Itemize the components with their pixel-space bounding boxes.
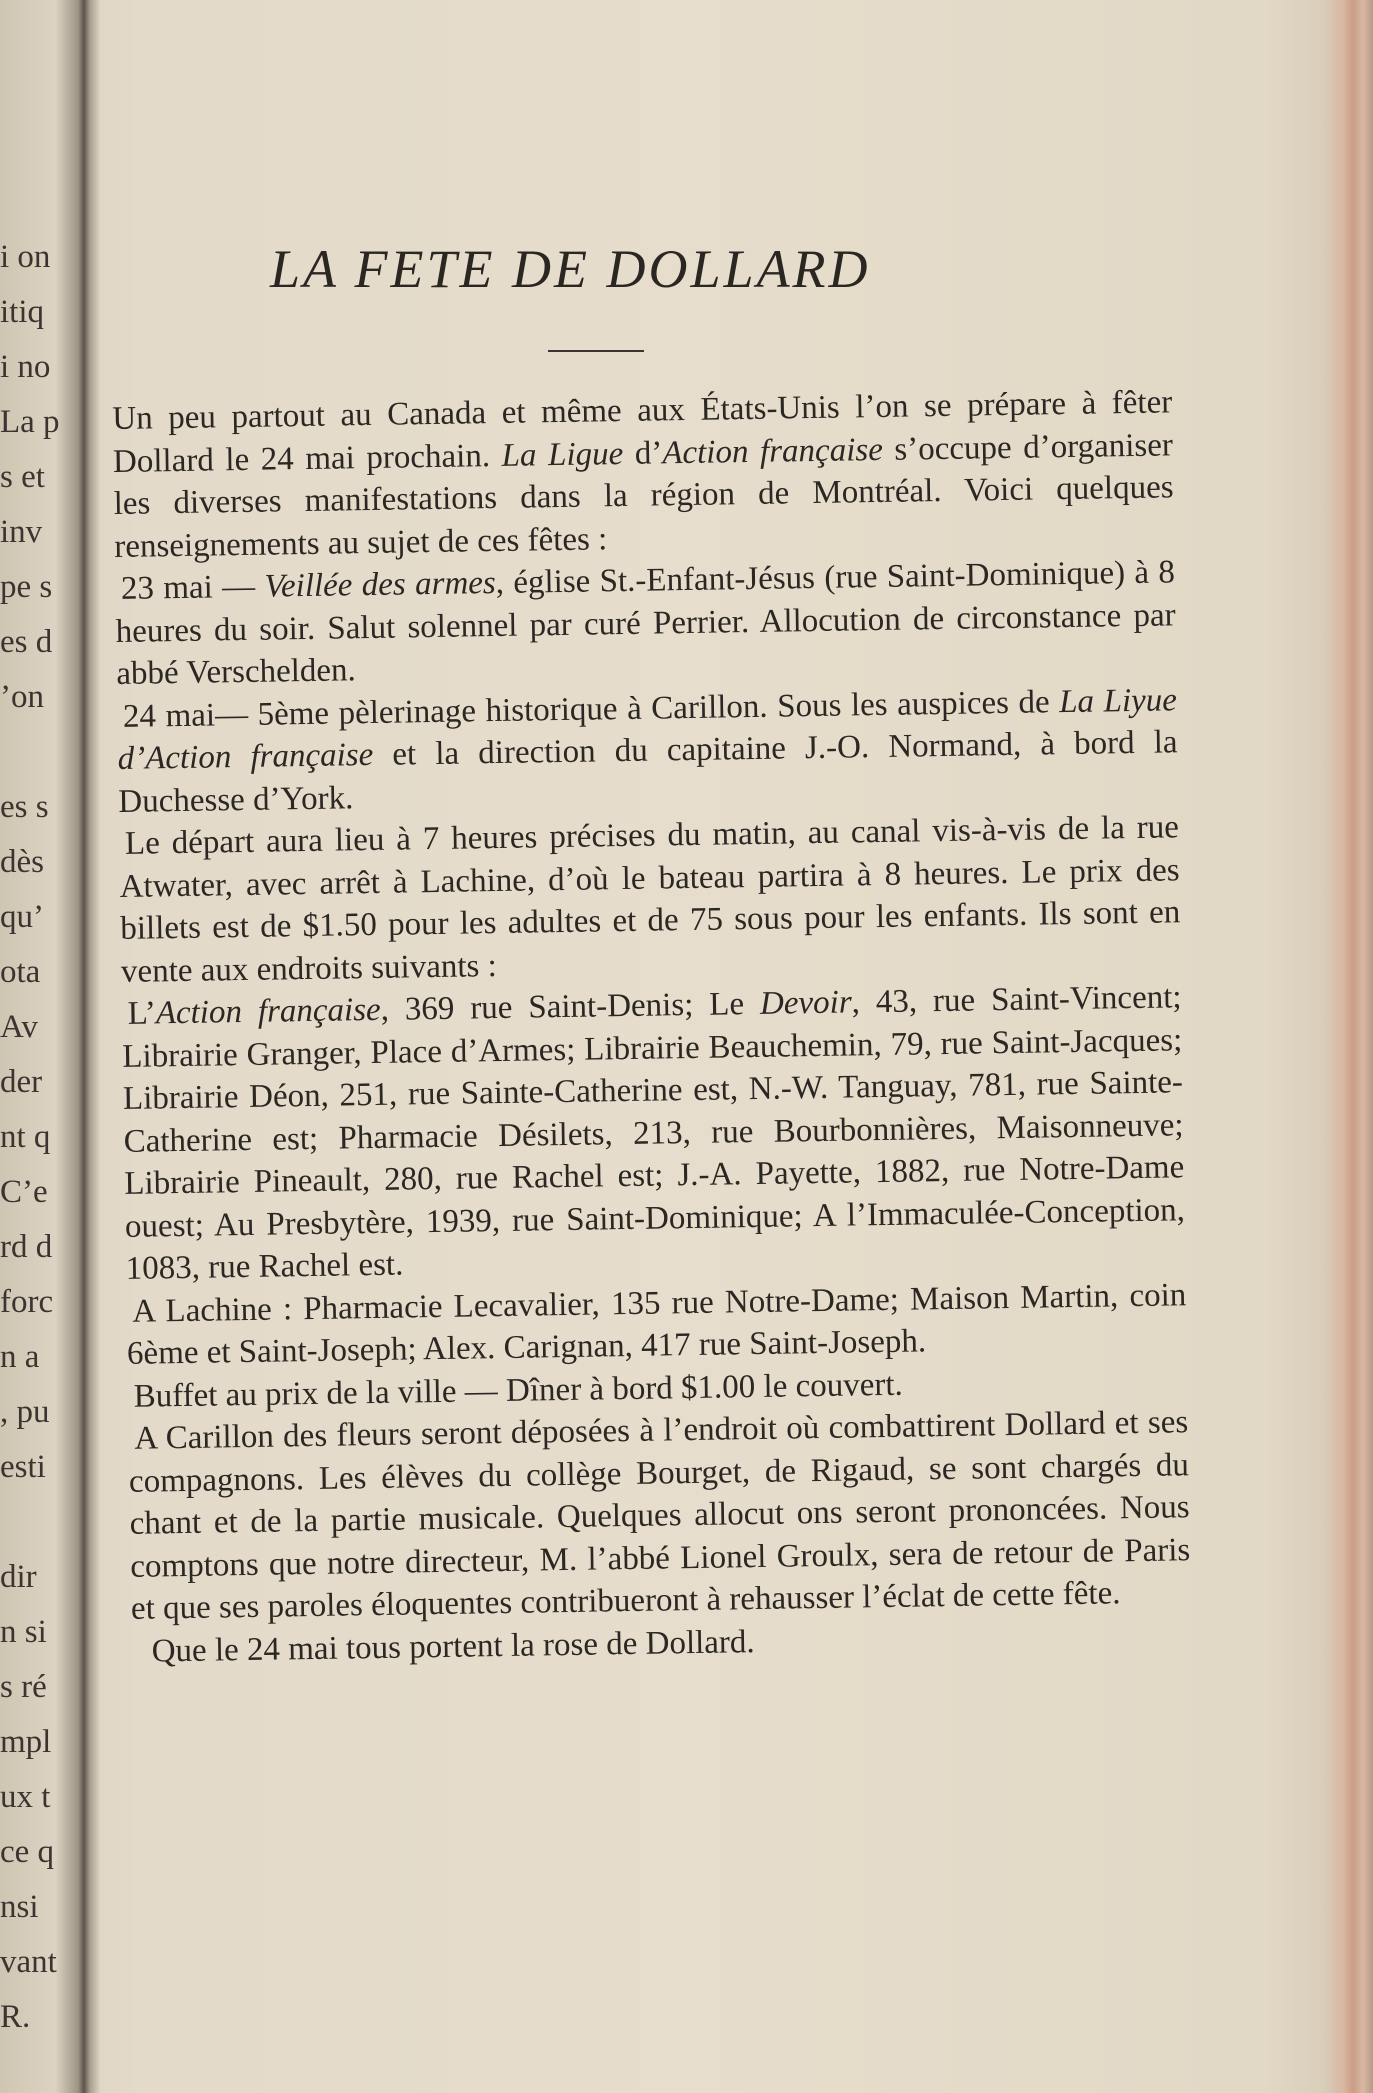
buffet-paragraph: Buffet au prix de la ville — Dîner à bord $1.00 le couvert. xyxy=(133,1366,904,1415)
vendors-list: , 43, rue Saint-Vincent; Librairie Granger, Place d’Armes; Librairie Beauchemin, 79, rue Saint-Jacques; Librairie Déon, 251, rue Sainte-Catherine est, N.-W. Tanguay, 781, rue Sainte-Catherine est; Pharmacie Désilets, 213, rue Bourbonnières, Maisonneuve; Librairie Pineault, 280, rue Rachel est; J.-A. Payette, 1882, rue Notre-Dame ouest; Au Presbytère, 1939, rue Saint-Dominique; A l’Immaculée-Conception, 1083, rue Rachel est. xyxy=(122,979,1186,1287)
ligue-name: La Ligue xyxy=(501,435,624,474)
prev-fragment: nsi xyxy=(0,1889,39,1925)
prev-fragment: ce q xyxy=(0,1834,55,1870)
prev-fragment xyxy=(0,1495,90,1550)
action-francaise-name: Action française xyxy=(662,431,884,471)
ligue-full-name: La Liyue d’Action française xyxy=(117,681,1178,777)
previous-page-edge xyxy=(0,230,90,2045)
may-24-paragraph xyxy=(117,679,1179,823)
prev-fragment: i on xyxy=(0,239,51,275)
prev-fragment: n a xyxy=(0,1339,40,1375)
intro-text-continued: s’occupe d’organiser les diverses manifestations dans la région de Montréal. Voici quelques renseignements au sujet de ces fêtes : xyxy=(113,426,1174,565)
may-23-paragraph xyxy=(115,551,1177,695)
may-23-date: 23 mai — xyxy=(120,568,265,607)
prev-fragment: s ré xyxy=(0,1669,47,1705)
page-stack-edge xyxy=(1323,0,1373,2093)
vendors-address-1: , 369 rue Saint-Denis; Le xyxy=(380,985,761,1028)
prev-fragment: inv xyxy=(0,514,43,550)
prev-fragment: Av xyxy=(0,1009,38,1045)
may-24-intro: 24 mai— 5ème pèlerinage historique à Carillon. Sous les auspices de xyxy=(122,683,1060,735)
prev-fragment: es s xyxy=(0,789,49,825)
prev-fragment: La p xyxy=(0,404,60,440)
vendors-article: L’ xyxy=(127,995,157,1032)
title-rule xyxy=(548,350,644,352)
prev-fragment: ’on xyxy=(0,679,44,715)
prev-fragment: mpl xyxy=(0,1724,52,1760)
article-title: LA FETE DE DOLLARD xyxy=(270,239,871,299)
prev-fragment: der xyxy=(0,1064,43,1100)
lachine-paragraph: A Lachine : Pharmacie Lecavalier, 135 rue Notre-Dame; Maison Martin, coin 6ème et Saint-Joseph; Alex. Carignan, 417 rue Saint-Joseph. xyxy=(126,1276,1187,1372)
carillon-paragraph: A Carillon des fleurs seront déposées à l’endroit où combattirent Dollard et ses compagnons. Les élèves du collège Bourget, de Rigaud, se sont chargés du chant et de la partie musicale. Quelques allocut ons seront prononcées. Nous comptons que notre directeur, M. l’abbé Lionel Groulx, sera de retour de Paris et que ses paroles éloquentes contribueront à rehausser l’éclat de cette fête. xyxy=(128,1404,1191,1627)
prev-fragment: vant xyxy=(0,1944,57,1980)
article-body xyxy=(112,381,1192,1672)
prev-fragment xyxy=(0,725,90,780)
prev-fragment: es d xyxy=(0,624,53,660)
prev-fragment: rd d xyxy=(0,1229,53,1265)
prev-fragment: , pu xyxy=(0,1394,50,1430)
prev-fragment: forc xyxy=(0,1284,54,1320)
veillee-title: Veillée des armes xyxy=(264,564,497,605)
may-24-details: et la direction du capitaine J.-O. Normand, à bord la Duchesse d’York. xyxy=(118,724,1178,820)
prev-fragment: nt q xyxy=(0,1119,51,1155)
vendor-action-francaise: Action française xyxy=(155,991,381,1032)
may-23-details: , église St.-Enfant-Jésus (rue Saint-Dominique) à 8 heures du soir. Salut solennel par curé Perrier. Allocution de circonstance par abbé Verschelden. xyxy=(115,554,1176,692)
prev-fragment: qu’ xyxy=(0,899,44,935)
departure-paragraph: Le départ aura lieu à 7 heures précises du matin, au canal vis-à-vis de la rue Atwater, avec arrêt à Lachine, d’où le bateau partira à 8 heures. Le prix des billets est de $1.50 pour les adultes et de 75 sous pour les enfants. Ils sont en vente aux endroits suivants : xyxy=(119,809,1181,990)
prev-fragment: dès xyxy=(0,844,44,880)
intro-connector: d’ xyxy=(622,434,663,472)
closing-line: Que le 24 mai tous portent la rose de Dollard. xyxy=(151,1623,755,1670)
intro-paragraph xyxy=(112,381,1175,568)
prev-fragment: dir xyxy=(0,1559,37,1595)
prev-fragment: i no xyxy=(0,349,51,385)
prev-fragment: C’e xyxy=(0,1174,48,1210)
prev-fragment: pe s xyxy=(0,569,53,605)
intro-text: Un peu partout au Canada et même aux États-Unis l’on se prépare à fêter Dollard le 24 mai prochain. xyxy=(112,384,1173,480)
vendor-devoir: Devoir xyxy=(759,984,852,1022)
prev-fragment: itiq xyxy=(0,294,45,330)
prev-fragment: esti xyxy=(0,1449,46,1485)
prev-fragment: R. xyxy=(0,1999,31,2035)
prev-fragment: n si xyxy=(0,1614,47,1650)
vendors-paragraph xyxy=(121,976,1186,1290)
prev-fragment: s et xyxy=(0,459,45,495)
prev-fragment: ux t xyxy=(0,1779,51,1815)
prev-fragment: ota xyxy=(0,954,41,990)
